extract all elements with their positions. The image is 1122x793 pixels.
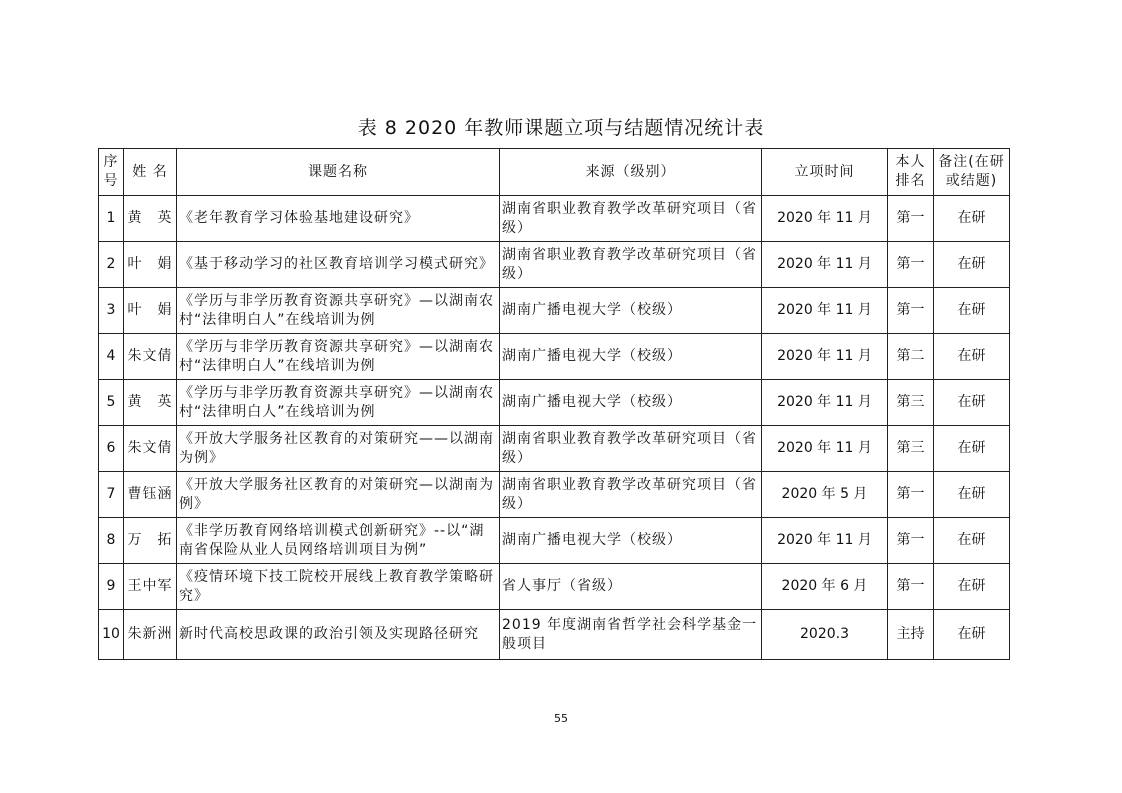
row-note: 在研 <box>934 518 1010 564</box>
row-source: 省人事厅（省级） <box>500 564 762 610</box>
table-row <box>99 564 1010 610</box>
row-time: 2020 年 5 月 <box>762 472 888 518</box>
row-no: 7 <box>99 472 124 518</box>
row-rank: 第一 <box>888 472 934 518</box>
page-title: 表 8 2020 年教师课题立项与结题情况统计表 <box>357 117 765 139</box>
row-name: 叶 娟 <box>124 288 177 334</box>
row-title: 《开放大学服务社区教育的对策研究——以湖南为例》 <box>177 426 500 472</box>
row-rank: 第一 <box>888 518 934 564</box>
header-source: 来源（级别） <box>500 149 762 196</box>
row-name: 王中军 <box>124 564 177 610</box>
row-note: 在研 <box>934 334 1010 380</box>
row-source: 2019 年度湖南省哲学社会科学基金一般项目 <box>500 610 762 660</box>
row-rank: 第一 <box>888 196 934 242</box>
header-no: 序号 <box>99 149 124 196</box>
table-row <box>99 610 1010 660</box>
row-time: 2020 年 11 月 <box>762 426 888 472</box>
table-row <box>99 426 1010 472</box>
row-no: 5 <box>99 380 124 426</box>
row-time: 2020 年 6 月 <box>762 564 888 610</box>
row-note: 在研 <box>934 288 1010 334</box>
table-row <box>99 242 1010 288</box>
row-name: 曹钰涵 <box>124 472 177 518</box>
row-source: 湖南省职业教育教学改革研究项目（省级） <box>500 242 762 288</box>
row-time: 2020 年 11 月 <box>762 196 888 242</box>
table-row <box>99 380 1010 426</box>
row-no: 8 <box>99 518 124 564</box>
header-note: 备注(在研或结题) <box>934 149 1010 196</box>
row-no: 2 <box>99 242 124 288</box>
row-source: 湖南广播电视大学（校级） <box>500 518 762 564</box>
row-note: 在研 <box>934 196 1010 242</box>
row-source: 湖南广播电视大学（校级） <box>500 334 762 380</box>
row-title: 《学历与非学历教育资源共享研究》—以湖南农村“法律明白人”在线培训为例 <box>177 380 500 426</box>
table-row <box>99 196 1010 242</box>
row-name: 朱新洲 <box>124 610 177 660</box>
row-note: 在研 <box>934 610 1010 660</box>
row-time: 2020 年 11 月 <box>762 380 888 426</box>
row-title: 《非学历教育网络培训模式创新研究》--以“湖南省保险从业人员网络培训项目为例” <box>177 518 500 564</box>
table-header-row <box>99 149 1010 196</box>
row-rank: 第二 <box>888 334 934 380</box>
row-note: 在研 <box>934 472 1010 518</box>
row-time: 2020.3 <box>762 610 888 660</box>
row-title: 《基于移动学习的社区教育培训学习模式研究》 <box>177 242 500 288</box>
row-no: 6 <box>99 426 124 472</box>
header-time: 立项时间 <box>762 149 888 196</box>
row-no: 10 <box>99 610 124 660</box>
row-rank: 第一 <box>888 242 934 288</box>
row-note: 在研 <box>934 380 1010 426</box>
row-source: 湖南省职业教育教学改革研究项目（省级） <box>500 426 762 472</box>
row-no: 9 <box>99 564 124 610</box>
row-note: 在研 <box>934 564 1010 610</box>
row-title: 《疫情环境下技工院校开展线上教育教学策略研究》 <box>177 564 500 610</box>
table-row <box>99 518 1010 564</box>
row-name: 朱文倩 <box>124 426 177 472</box>
row-title: 《学历与非学历教育资源共享研究》—以湖南农村“法律明白人”在线培训为例 <box>177 288 500 334</box>
row-note: 在研 <box>934 426 1010 472</box>
page-number: 55 <box>554 712 568 725</box>
row-no: 3 <box>99 288 124 334</box>
row-rank: 第一 <box>888 288 934 334</box>
project-table <box>98 148 1010 660</box>
row-title: 《学历与非学历教育资源共享研究》—以湖南农村“法律明白人”在线培训为例 <box>177 334 500 380</box>
row-name: 黄 英 <box>124 380 177 426</box>
row-name: 黄 英 <box>124 196 177 242</box>
table-row <box>99 288 1010 334</box>
row-title: 《老年教育学习体验基地建设研究》 <box>177 196 500 242</box>
row-source: 湖南广播电视大学（校级） <box>500 288 762 334</box>
row-rank: 第三 <box>888 426 934 472</box>
row-name: 叶 娟 <box>124 242 177 288</box>
table-row <box>99 334 1010 380</box>
row-name: 万 拓 <box>124 518 177 564</box>
row-no: 4 <box>99 334 124 380</box>
row-time: 2020 年 11 月 <box>762 242 888 288</box>
row-title: 新时代高校思政课的政治引领及实现路径研究 <box>177 610 500 660</box>
row-source: 湖南省职业教育教学改革研究项目（省级） <box>500 196 762 242</box>
row-rank: 第三 <box>888 380 934 426</box>
header-rank: 本人排名 <box>888 149 934 196</box>
row-source: 湖南广播电视大学（校级） <box>500 380 762 426</box>
row-title: 《开放大学服务社区教育的对策研究—以湖南为例》 <box>177 472 500 518</box>
row-no: 1 <box>99 196 124 242</box>
header-title: 课题名称 <box>177 149 500 196</box>
row-note: 在研 <box>934 242 1010 288</box>
row-source: 湖南省职业教育教学改革研究项目（省级） <box>500 472 762 518</box>
table-row <box>99 472 1010 518</box>
header-name: 姓 名 <box>124 149 177 196</box>
row-rank: 第一 <box>888 564 934 610</box>
row-name: 朱文倩 <box>124 334 177 380</box>
row-time: 2020 年 11 月 <box>762 518 888 564</box>
row-rank: 主持 <box>888 610 934 660</box>
row-time: 2020 年 11 月 <box>762 334 888 380</box>
row-time: 2020 年 11 月 <box>762 288 888 334</box>
